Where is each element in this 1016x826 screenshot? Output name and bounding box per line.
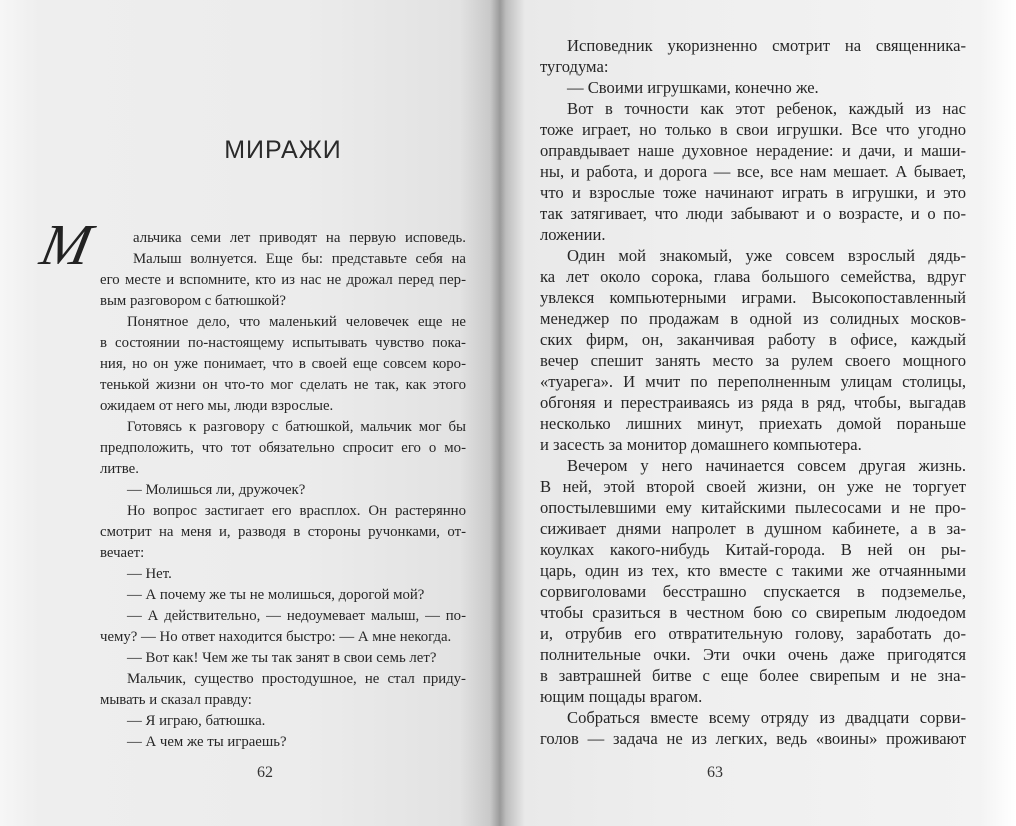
drop-cap: М [35,212,98,277]
text-line: В ней, этой второй своей жизни, он уже не торгует [540,477,966,496]
text-line: Готовясь к разговору с батюшкой, мальчик мог бы [127,419,466,435]
paragraph [100,312,466,417]
text-line: коулках какого-нибудь Китай-города. В ней он ры- [540,540,966,559]
paragraph [540,77,966,98]
text-line: Вечером у него начинается совсем другая жизнь. [567,456,966,475]
text-line: тенькой жизни он что-то мог сделать не так, как этого [100,377,466,393]
paragraph [100,732,466,753]
text-line: — Вот как! Чем же ты так занят в свои семь лет? [127,650,437,666]
text-line: обгоняя и перестраиваясь из ряда в ряд, чтобы, выгадав [540,393,966,412]
text-line: голов — задача не из легких, ведь «воины» проживают [540,729,966,748]
text-line: Вот в точности как этот ребенок, каждый из нас [567,99,966,118]
text-line: сиживает днями напролет в душном кабинете, а в за- [540,519,966,538]
paragraph [100,480,466,501]
text-line: — Своими игрушками, конечно же. [567,78,819,97]
text-line: ских фирм, он, заканчивая работу в офисе, каждый [540,330,966,349]
text-line: чтобы сразиться в честном бою со свирепым людоедом [540,603,966,622]
text-line: так затягивает, что люди забывают и о возрасте, и о по- [540,204,966,223]
text-line: смотрит на меня и, разводя в стороны ручонками, от- [100,524,466,540]
text-line: альчика семи лет приводят на первую исповедь. [133,230,466,246]
text-line: — Нет. [127,566,172,582]
text-line: вечает: [100,545,145,561]
paragraph [540,245,966,455]
paragraph [100,669,466,711]
text-line: Собраться вместе всему отряду из двадцати сорви- [567,708,966,727]
text-line: в состоянии по-настоящему испытывать чувство пока- [100,335,466,351]
paragraph [100,501,466,564]
text-line: Один мой знакомый, уже совсем взрослый дядь- [567,246,966,265]
text-line: — Я играю, батюшка. [127,713,266,729]
paragraph [100,417,466,480]
text-line: ка лет около сорока, глава большого семейства, вдруг [540,267,966,286]
paragraph [100,564,466,585]
text-line: царь, один из тех, кто вместе с такими же отчаянными [540,561,966,580]
text-line: увлекся компьютерными играми. Высокопоставленный [540,288,966,307]
right-page-text [540,35,966,749]
text-line: предположить, что тот обязательно спросит его о мо- [100,440,466,456]
text-line: ны, и работа, и дорога — все, все нам мешает. А бывает, [540,162,966,181]
paragraph [540,35,966,77]
text-line: вечер спешит занять место за рулем своего мощного [540,351,966,370]
page-number-left: 62 [257,764,273,781]
text-line: опостылевшими ему китайскими пылесосами и не про- [540,498,966,517]
paragraph [540,455,966,707]
text-line: вым разговором с батюшкой? [100,293,286,309]
text-line: и, отрубив его отвратительную голову, заработать до- [540,624,966,643]
paragraph [100,606,466,648]
text-line: Мальчик, существо простодушное, не стал приду- [127,671,466,687]
text-line: несколько лишних минут, приехать домой пораньше [540,414,966,433]
text-line: чему? — Но ответ находится быстро: — А мне некогда. [100,629,452,645]
paragraph [540,98,966,245]
text-line: «туарега». И мчит по переполненным улицам столицы, [540,372,966,391]
text-line: и засесть за монитор домашнего компьютера. [540,435,862,454]
paragraph [540,707,966,749]
text-line: полнительные очки. Эти очки очень даже пригодятся [540,645,966,664]
text-line: тугодума: [540,57,609,76]
text-line: его месте и вспомните, кто из нас не дрожал перед пер- [100,272,466,288]
text-line: Но вопрос застигает его врасплох. Он растерянно [127,503,466,519]
text-line: ющим пощады врагом. [540,687,703,706]
paragraph [100,228,466,312]
text-line: Исповедник укоризненно смотрит на священника- [567,36,966,55]
chapter-title: МИРАЖИ [224,136,342,164]
text-line: менеджер по продажам в одной из солидных москов- [540,309,966,328]
text-line: тоже играет, но только в свои игрушки. Все что угодно [540,120,966,139]
text-line: ния, но он уже понимает, что в своей еще совсем коро- [100,356,466,372]
text-line: литве. [100,461,139,477]
text-line: — Молишься ли, дружочек? [127,482,306,498]
left-page-text [100,228,466,753]
text-line: — А почему же ты не молишься, дорогой мой? [127,587,425,603]
text-line: ожидаем от него мы, люди взрослые. [100,398,334,414]
text-line: в завтрашней битве с еще более свирепым и не зна- [540,666,966,685]
paragraph [100,711,466,732]
text-line: что и взрослые тоже начинают играть в игрушки, и это [540,183,966,202]
page-number-right: 63 [707,764,723,781]
paragraph [100,648,466,669]
text-line: мывать и сказал правду: [100,692,252,708]
text-line: оправдывает наше духовное нерадение: и дачи, и маши- [540,141,966,160]
text-line: — А действительно, — недоумевает малыш, — по- [127,608,466,624]
text-line: Понятное дело, что маленький человечек еще не [127,314,466,330]
text-line: сорвиголовами бесстрашно спускается в подземелье, [540,582,966,601]
text-line: Малыш волнуется. Еще бы: представьте себя на [133,251,466,267]
paragraph [100,585,466,606]
text-line: ложении. [540,225,606,244]
text-line: — А чем же ты играешь? [127,734,287,750]
